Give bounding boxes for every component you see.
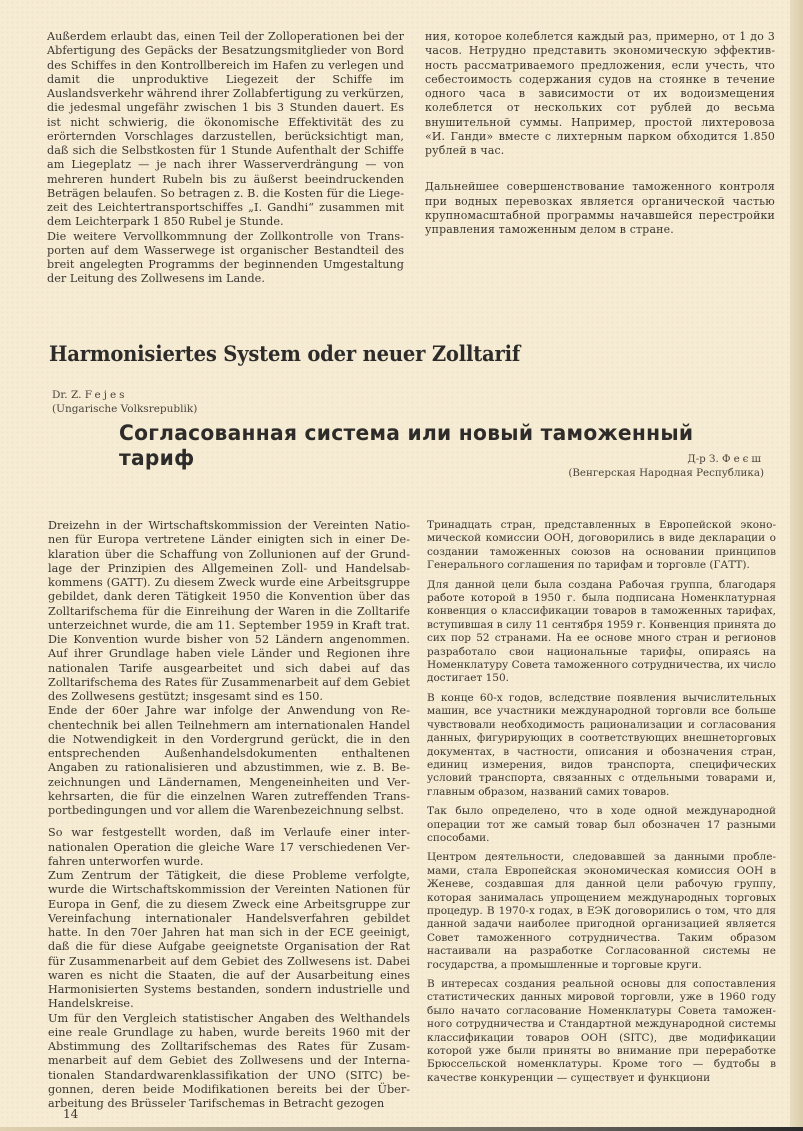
russian-continuation-column: [425, 30, 775, 237]
paragraph: В конце 60-х годов, вследствие появления вычислительных машин, все участники международной торговли все больше чувствовали необходимость рационализации и согласования данных, фигурирующих в соответствующих внешнеторговых документах, в частности, описания и обозначения стран, единиц измерения, видов транспорта, специфических условий транспорта, связанных с отдельными товарами и, главным образом, названий самих товаров.: [427, 691, 776, 798]
page-number: 14: [63, 1107, 79, 1121]
author-german: [52, 388, 197, 416]
russian-article-column: [427, 519, 776, 1085]
paragraph: Außerdem erlaubt das, einen Teil der Zolloperationen bei der Abfertigung des Gepäcks der Besatzungsmitglieder von Bord des Schiffes in den Kontrollbereich im Hafen zu verlegen und damit die unproduktive Liegezeit der Schiffe im Auslandsverkehr während ihrer Zollabfertigung zu verkürzen, die jedesmal ungefähr zwischen 1 bis 3 Stunden dauert. Es ist nicht schwierig, die ökonomische Effektivität des zu erörternden Vorschlages darzustellen, berücksichtigt man, daß sich die Selbstkosten für 1 Stunde Aufenthalt der Schiffe am Liegeplatz — je nach ihrer Wasserverdrängung — von mehreren hundert Rubeln bis zu äußerst beeindruckenden Beträgen belaufen. So betragen z. B. die Kosten für die Liegezeit des Leichtertransportschiffes „I. Gandhi“ zusammen mit dem Leichterpark 1 850 Rubel je Stunde.: [47, 30, 404, 229]
paragraph: Zum Zentrum der Tätigkeit, die diese Probleme verfolgte, wurde die Wirtschaftskommission der Vereinten Nationen für Europa in Genf, die zu diesem Zweck eine Arbeitsgruppe zur Vereinfachung internationaler Handelsverfahren gebildet hatte. In den 70er Jahren hat man sich in der ECE geeinigt, daß die für diese Aufgabe geeignetste Organisation der Rat für Zusammenarbeit auf dem Gebiet des Zollwesens ist. Dabei waren es nicht die Staaten, die auf der Ausarbeitung eines Harmonisierten Systems bestanden, sondern industrielle und Handelskreise.: [48, 869, 410, 1011]
paragraph: Для данной цели была создана Рабочая группа, благодаря работе которой в 1950 г. была подписана Номенклатурная конвенция о классификации товаров в таможенных тарифах, вступившая в силу 11 сентября 1959 г. Конвенция принята до сих пор 52 странами. На ее основе много стран и регионов разработало свои национальные тарифы, опираясь на Номенклатуру Совета таможенного сотрудничества, их число достигает 150.: [427, 578, 776, 685]
paragraph: So war festgestellt worden, daß im Verlaufe einer internationalen Operation die gleiche Ware 17 verschiedenen Verfahren unterworfen wurde.: [48, 826, 410, 868]
author-prefix: Dr. Z.: [52, 389, 82, 401]
paragraph: Dreizehn in der Wirtschaftskommission der Vereinten Nationen für Europa vertretene Länder einigten sich in einer Deklaration über die Schaffung von Zollunionen auf der Grundlage der Prinzipien des Allgemeinen Zoll- und Handelsabkommens (GATT). Zu diesem Zweck wurde eine Arbeitsgruppe gebildet, dank deren Tätigkeit 1950 die Konvention über das Zolltarifschema für die Einreihung der Waren in die Zolltarife unterzeichnet wurde, die am 11. September 1959 in Kraft trat. Die Konvention wurde bisher von 52 Ländern angenommen. Auf ihrer Grundlage haben viele Länder und Regionen ihre nationalen Tarife ausgearbeitet und sich dabei auf das Zolltarifschema des Rates für Zusammenarbeit auf dem Gebiet des Zollwesens gestützt; insgesamt sind es 150.: [48, 519, 410, 703]
page-edge-shadow: [790, 0, 803, 1131]
page-edge-bottom: [0, 1127, 803, 1131]
paragraph: Ende der 60er Jahre war infolge der Anwendung von Rechentechnik bei allen Teilnehmern am internationalen Handel die Notwendigkeit in den Vordergrund gerückt, die in den entsprechenden Außenhandelsdokumenten enthaltenen Angaben zu rationalisieren und abzustimmen, wie z. B. Bezeichnungen und Ländernamen, Mengeneinheiten und Verkehrsarten, die für die einzelnen Waren zutreffenden Transportbedingungen und vor allem die Warenbezeichnung selbst.: [48, 704, 410, 817]
article-title-russian: Согласованная система или новый таможенный тариф: [119, 421, 694, 471]
paragraph: ния, которое колеблется каждый раз, примерно, от 1 до 3 часов. Нетрудно представить экономическую эффективность рассматриваемого предложения, если учесть, что себестоимость содержания судов на стоянке в течение одного часа в зависимости от их водоизмещения колеблется от нескольких сот рублей до весьма внушительной суммы. Например, простой лихтеровоза «И. Ганди» вместе с лихтерным парком обходится 1.850 рублей в час.: [425, 30, 775, 157]
german-article-column: [48, 519, 410, 1111]
author-affiliation: (Ungarische Volksrepublik): [52, 403, 198, 415]
paragraph: Дальнейшее совершенствование таможенного контроля при водных перевозках является органической частью крупномасштабной программы начавшейся перестройки управления таможенным делом в стране.: [425, 180, 775, 236]
author-name: Феєш: [722, 453, 764, 465]
paragraph: Центром деятельности, следовавшей за данными проблемами, стала Европейская экономическая комиссия ООН в Женеве, создавшая для данной цели рабочую группу, которая занималась упрощением международных торговых процедур. В 1970-х годах, в ЕЭК договорились о том, что для данной задачи наиболее пригодной организацией является Совет таможенного сотрудничества. Таким образом настаивали на разработке Согласованной системы не государства, а промышленные и торговые круги.: [427, 851, 776, 971]
paragraph: Die weitere Vervollkommnung der Zollkontrolle von Transporten auf dem Wasserwege ist organischer Bestandteil des breit angelegten Programms der beginnenden Umgestaltung der Leitung des Zollwesens im Lande.: [47, 229, 404, 286]
article-title-german: Harmonisiertes System oder neuer Zolltarif: [49, 341, 521, 366]
paragraph: В интересах создания реальной основы для сопоставления статистических данных мировой торговли, уже в 1960 году было начато согласование Номенклатуры Совета таможенного сотрудничества и Стандартной международной системы классификации товаров ООН (SITC), две модификации которой уже были приняты во внимание при переработке Брюссельской номенклатуры. Кроме того — будтобы в качестве конкуренции — существует и функциони: [427, 978, 776, 1084]
author-affiliation: (Венгерская Народная Республика): [568, 467, 764, 479]
german-continuation-column: [47, 30, 404, 287]
paragraph: Um für den Vergleich statistischer Angaben des Welthandels eine reale Grundlage zu haben, wurde bereits 1960 mit der Abstimmung des Zolltarifschemas des Rates für Zusammenarbeit auf dem Gebiet des Zollwesens und der Internationalen Standardwarenklassifikation der UNO (SITC) begonnen, deren beide Modifikationen bereits bei der Überarbeitung des Brüsseler Tarifschemas in Betracht gezogen: [48, 1011, 410, 1110]
author-prefix: Д-р З.: [687, 453, 719, 465]
paragraph: Так было определено, что в ходе одной международной операции тот же самый товар был обозначен 17 разными способами.: [427, 805, 776, 844]
author-name: Fejes: [84, 389, 128, 401]
paragraph: Тринадцать стран, представленных в Европейской экономической комиссии ООН, договорились в виде декларации о создании таможенных союзов на основании принципов Генерального соглашения по тарифам и торговле (ГАТТ).: [427, 519, 776, 572]
author-russian: [568, 452, 764, 480]
